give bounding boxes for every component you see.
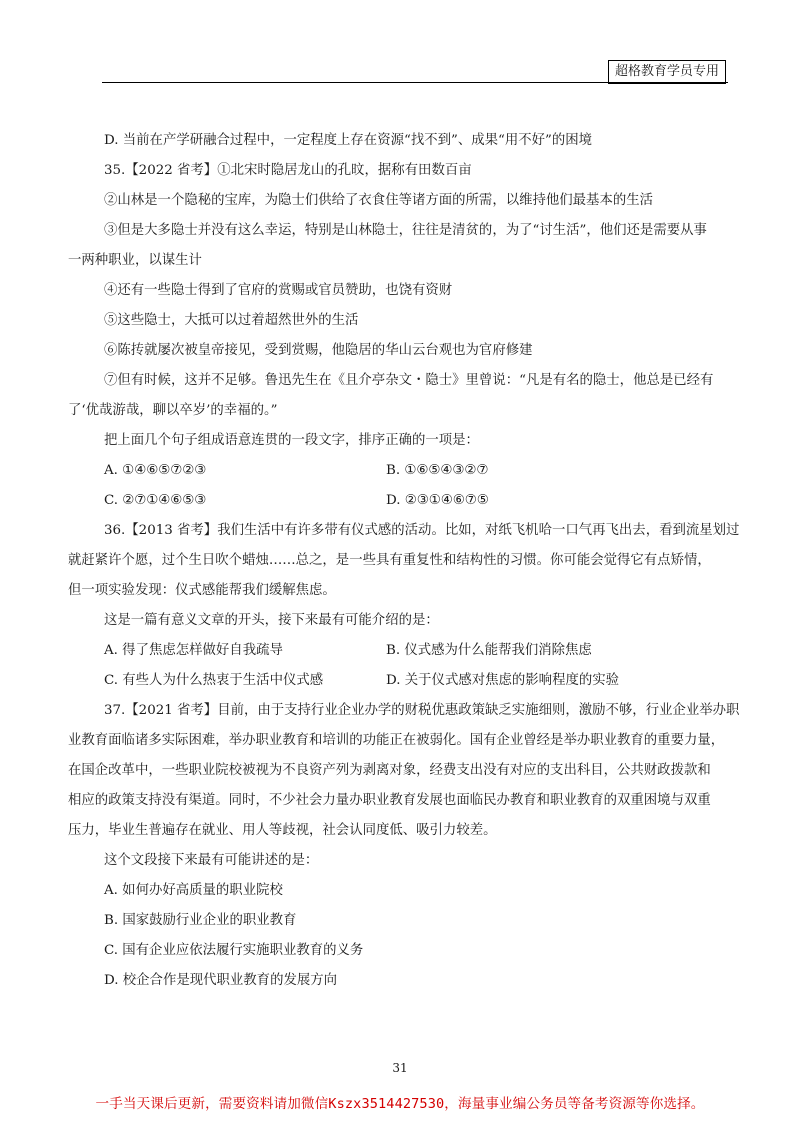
- q36-option-c: C. 有些人为什么热衷于生活中仪式感: [104, 673, 324, 688]
- q37-option-c: C. 国有企业应依法履行实施职业教育的义务: [104, 943, 364, 958]
- q35-sentence-3: ③但是大多隐士并没有这么幸运，特别是山林隐士，往往是清贫的，为了“讨生活”，他们还是需要从事: [104, 223, 707, 238]
- q37-stem-line-4: 相应的政策支持没有渠道。同时，不少社会力量办职业教育发展也面临民办教育和职业教育的双重困境与双重: [68, 793, 711, 808]
- q37-stem-line-3: 在国企改革中，一些职业院校被视为不良资产列为剥离对象，经费支出没有对应的支出科目，公共财政拨款和: [68, 763, 711, 778]
- q36-option-d: D. 关于仪式感对焦虑的影响程度的实验: [386, 673, 620, 688]
- q35-sentence-3-cont: 一两种职业，以谋生计: [68, 253, 202, 268]
- q35-sentence-7-cont: 了‘优哉游哉，聊以卒岁’的幸福的。”: [68, 403, 278, 418]
- q35-sentence-4: ④还有一些隐士得到了官府的赏赐或官员赞助，也饶有资财: [104, 283, 453, 298]
- q35-sentence-7: ⑦但有时候，这并不足够。鲁迅先生在《且介亭杂文・隐士》里曾说：“凡是有名的隐士，他总是已经有: [104, 373, 714, 388]
- q36-options-row-1: [104, 636, 724, 666]
- q35-options-row-1: [104, 456, 724, 486]
- q37-stem-line-2: 业教育面临诸多实际困难，举办职业教育和培训的功能正在被弱化。国有企业曾经是举办职业教育的重要力量，: [68, 733, 725, 748]
- q36-option-a: A. 得了焦虑怎样做好自我疏导: [104, 643, 283, 658]
- q36-option-b: B. 仪式感为什么能帮我们消除焦虑: [386, 643, 592, 658]
- q36-stem-line-3: 但一项实验发现：仪式感能帮我们缓解焦虑。: [68, 583, 336, 598]
- q37-option-d: D. 校企合作是现代职业教育的发展方向: [104, 973, 338, 988]
- q35-options-row-2: [104, 486, 724, 516]
- q35-sentence-5: ⑤这些隐士，大抵可以过着超然世外的生活: [104, 313, 359, 328]
- page-number: 31: [392, 1061, 408, 1075]
- header-badge: 超格教育学员专用: [608, 60, 726, 84]
- q35-option-d: D. ②③①④⑥⑦⑤: [386, 493, 489, 508]
- q35-option-b: B. ①⑥⑤④③②⑦: [386, 463, 489, 478]
- header-divider: [102, 82, 728, 83]
- q36-options-row-2: [104, 666, 724, 696]
- q35-option-a: A. ①④⑥⑤⑦②③: [104, 463, 207, 478]
- q37-question: 这个文段接下来最有可能讲述的是：: [104, 853, 319, 868]
- q35-stem: 35.【2022 省考】①北宋时隐居龙山的孔旼，据称有田数百亩: [104, 163, 472, 178]
- q35-option-c: C. ②⑦①④⑥⑤③: [104, 493, 207, 508]
- footer-promo-note: 一手当天课后更新，需要资料请加微信Kszx3514427530，海量事业编公务员等备考资源等你选择。: [95, 1096, 705, 1112]
- q37-stem-line-5: 压力，毕业生普遍存在就业、用人等歧视，社会认同度低、吸引力较差。: [68, 823, 497, 838]
- q34-option-d: D. 当前在产学研融合过程中，一定程度上存在资源“找不到”、成果“用不好”的困境: [104, 133, 593, 148]
- q35-sentence-2: ②山林是一个隐秘的宝库，为隐士们供给了衣食住等诸方面的所需，以维持他们最基本的生活: [104, 193, 654, 208]
- q37-stem-line-1: 37.【2021 省考】目前，由于支持行业企业办学的财税优惠政策缺乏实施细则，激励不够，行业企业举办职: [104, 703, 740, 718]
- q37-option-b: B. 国家鼓励行业企业的职业教育: [104, 913, 297, 928]
- q35-question: 把上面几个句子组成语意连贯的一段文字，排序正确的一项是：: [104, 433, 479, 448]
- page-content: [68, 126, 740, 996]
- q37-option-a: A. 如何办好高质量的职业院校: [104, 883, 283, 898]
- q35-sentence-6: ⑥陈抟就屡次被皇帝接见，受到赏赐，他隐居的华山云台观也为官府修建: [104, 343, 533, 358]
- q36-stem-line-1: 36.【2013 省考】我们生活中有许多带有仪式感的活动。比如，对纸飞机哈一口气再飞出去，看到流星划过: [104, 523, 740, 538]
- q36-question: 这是一篇有意义文章的开头，接下来最有可能介绍的是：: [104, 613, 439, 628]
- q36-stem-line-2: 就赶紧许个愿，过个生日吹个蜡烛……总之，是一些具有重复性和结构性的习惯。你可能会觉得它有点矫情，: [68, 553, 711, 568]
